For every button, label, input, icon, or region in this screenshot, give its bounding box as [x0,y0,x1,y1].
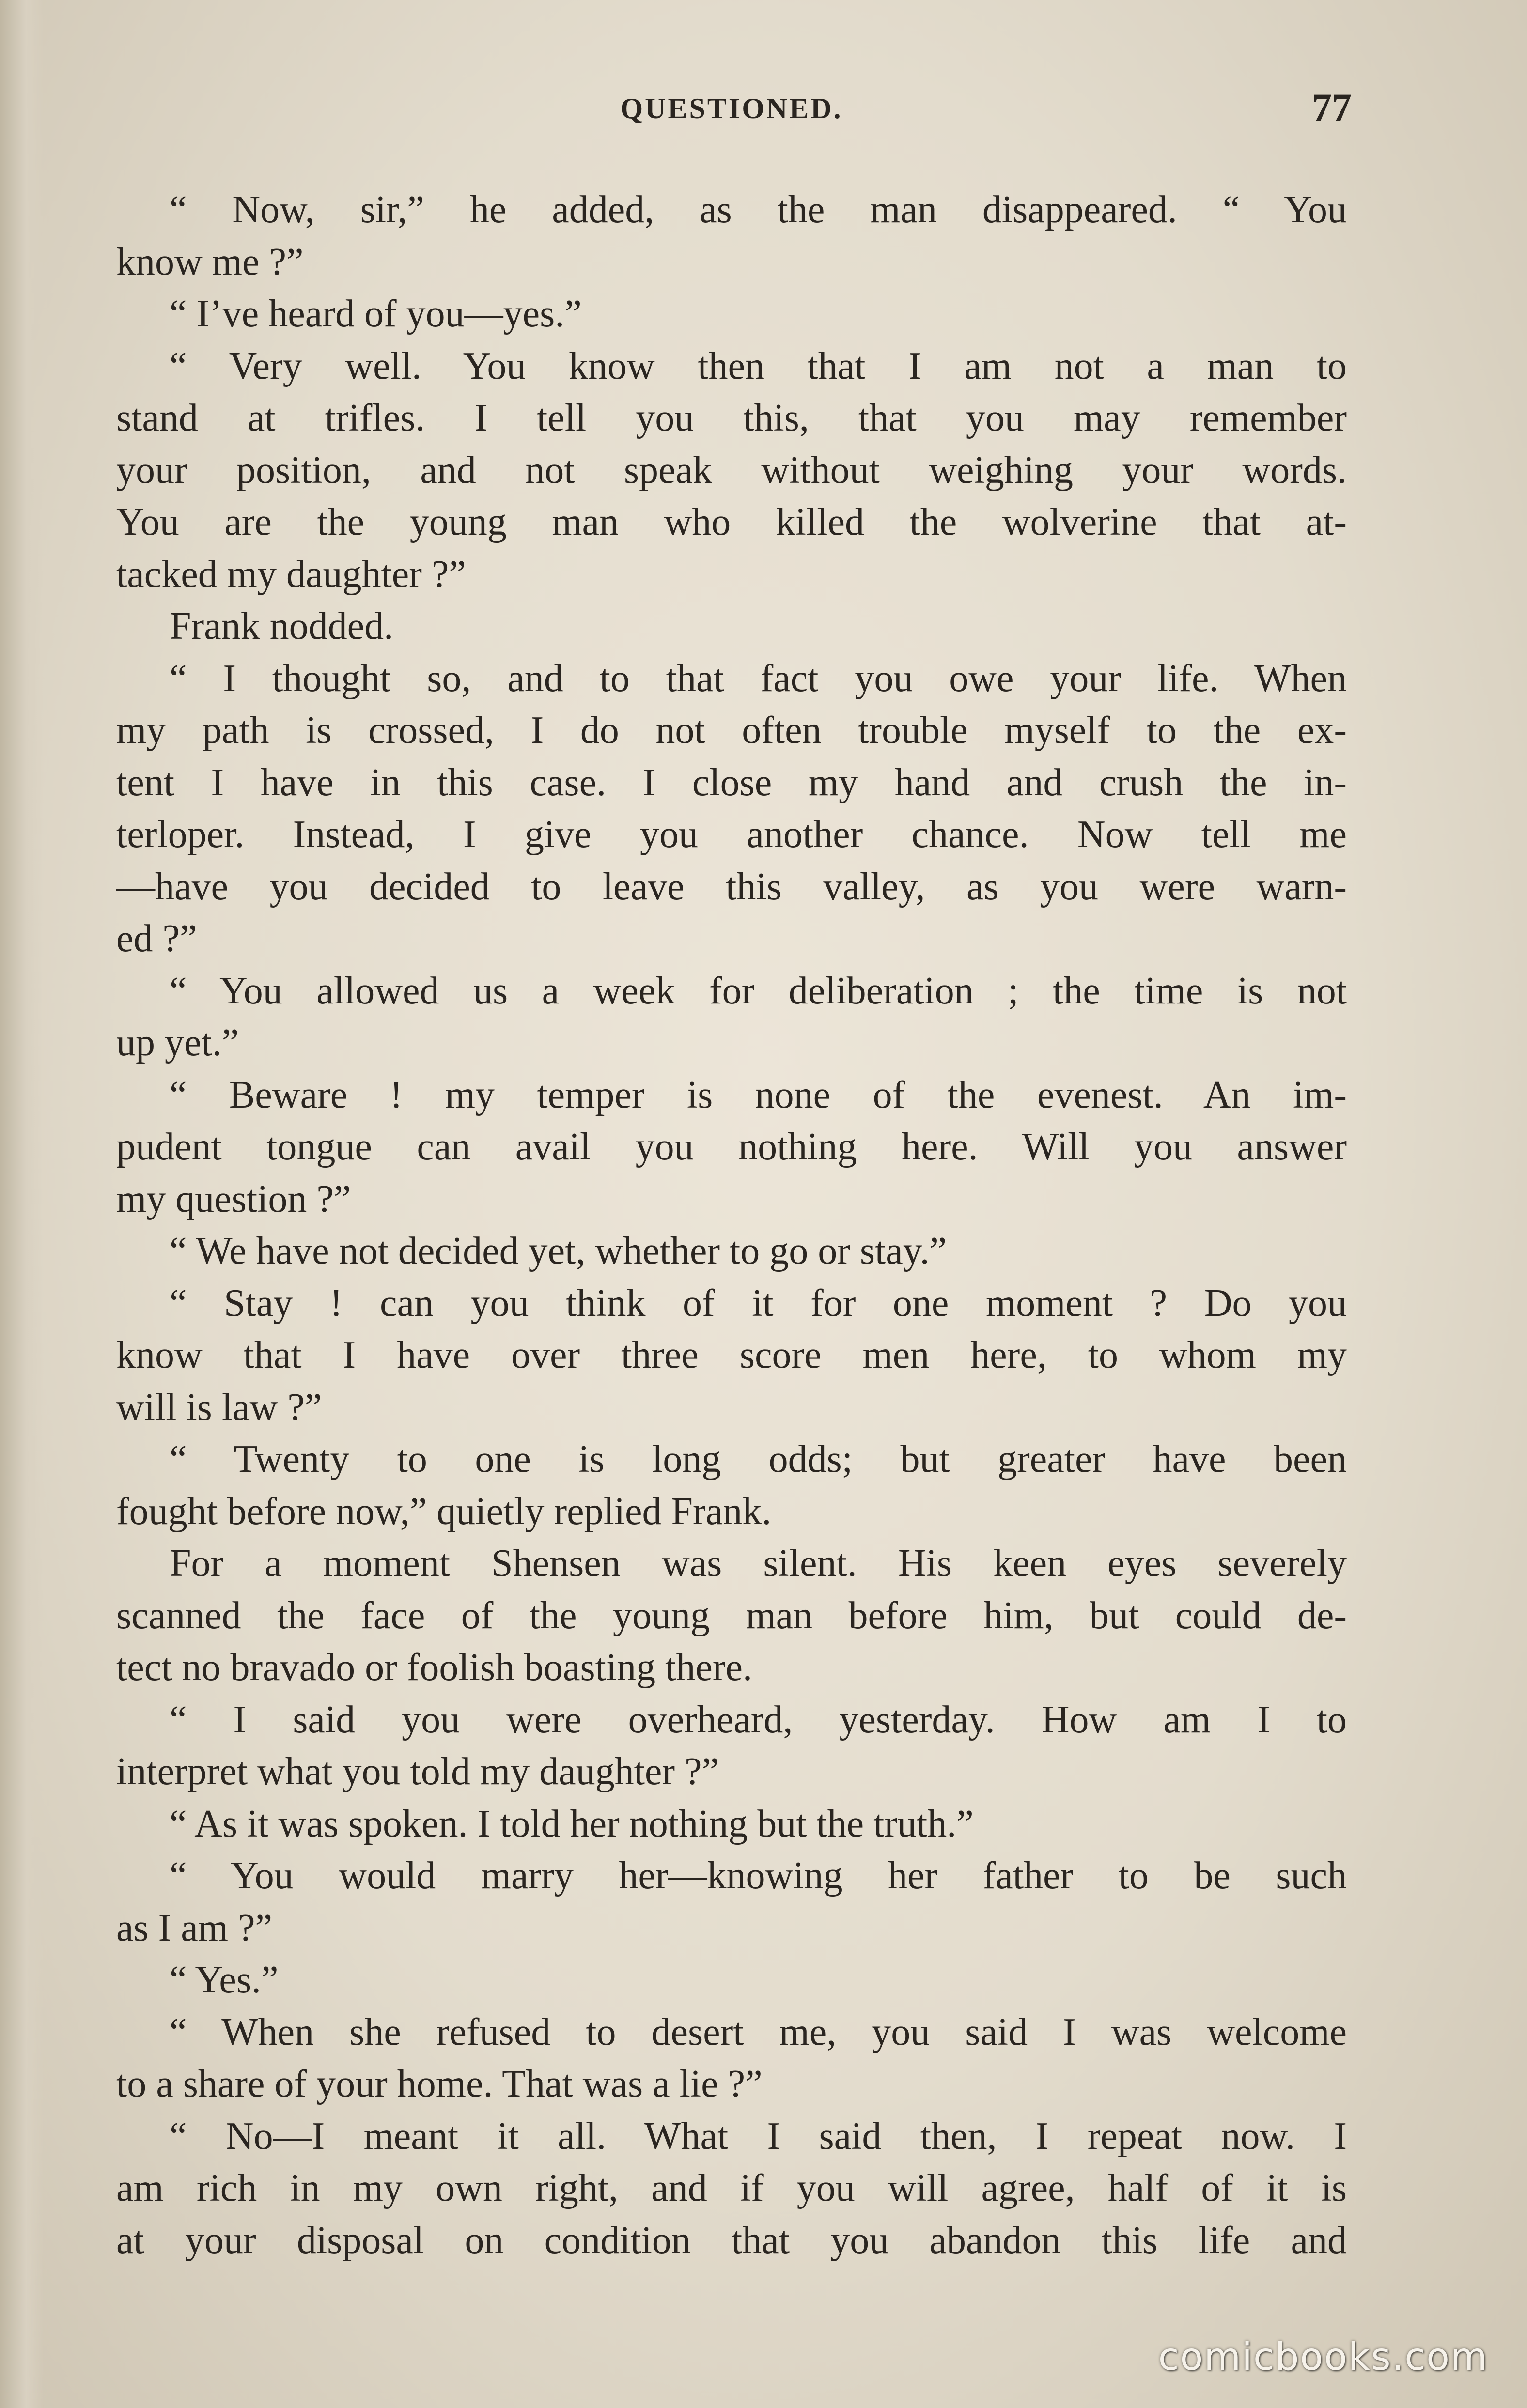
text-line: “ I said you were overheard, yesterday. How am I to [170,1698,1347,1741]
text-line: know me ?” [116,240,304,283]
text-line: scanned the face of the young man before him, but could de- [116,1594,1347,1637]
text-line: will is law ?” [116,1386,322,1429]
text-line: up yet.” [116,1021,239,1064]
page-header [111,85,1352,143]
text-line: my path is crossed, I do not often trouble myself to the ex- [116,709,1347,752]
running-head: QUESTIONED. [620,93,843,124]
text-line: interpret what you told my daughter ?” [116,1750,719,1793]
page-edge-shadow [0,0,44,2408]
text-line: fought before now,” quietly replied Frank. [116,1490,772,1533]
text-line: “ Twenty to one is long odds; but greater have been [170,1438,1347,1481]
text-line: “ I’ve heard of you—yes.” [170,293,582,335]
text-line: You are the young man who killed the wolverine that at- [116,501,1347,543]
text-line: Frank nodded. [170,605,394,648]
text-line: as I am ?” [116,1906,273,1949]
text-line: “ Yes.” [170,1959,279,2001]
text-line: pudent tongue can avail you nothing here. Will you answer [116,1126,1347,1168]
text-line: stand at trifles. I tell you this, that you may remember [116,397,1347,439]
text-line: “ As it was spoken. I told her nothing but the truth.” [170,1802,974,1845]
page-number: 77 [1312,85,1352,129]
text-line: tacked my daughter ?” [116,553,466,596]
text-line: “ Very well. You know then that I am not a man to [170,344,1347,387]
text-line: to a share of your home. That was a lie ?” [116,2063,763,2105]
text-line: For a moment Shensen was silent. His keen eyes severely [170,1542,1347,1585]
text-line: “ When she refused to desert me, you said I was welcome [170,2010,1347,2053]
text-line: “ Beware ! my temper is none of the evenest. An im- [170,1073,1347,1116]
watermark: comicbooks.com [1158,2335,1488,2379]
text-line: “ We have not decided yet, whether to go or stay.” [170,1230,947,1272]
text-line: tent I have in this case. I close my hand and crush the in- [116,761,1347,804]
text-line: “ Stay ! can you think of it for one moment ? Do you [170,1281,1347,1325]
text-line: am rich in my own right, and if you will agree, half of it is [116,2167,1347,2209]
text-line: ed ?” [116,917,197,960]
text-line: terloper. Instead, I give you another chance. Now tell me [116,813,1347,856]
text-line: “ You allowed us a week for deliberation ; the time is not [170,969,1347,1012]
body-text [116,184,1347,2267]
text-line: —have you decided to leave this valley, as you were warn- [116,865,1347,908]
text-line: my question ?” [116,1177,351,1220]
text-line: at your disposal on condition that you abandon this life and [116,2219,1347,2262]
text-line: your position, and not speak without weighing your words. [116,448,1347,492]
text-line: “ No—I meant it all. What I said then, I repeat now. I [170,2115,1347,2158]
text-line: know that I have over three score men here, to whom my [116,1334,1347,1376]
text-line: “ I thought so, and to that fact you owe your life. When [170,657,1347,700]
text-line: tect no bravado or foolish boasting there. [116,1646,752,1689]
text-line: “ You would marry her—knowing her father to be such [170,1854,1347,1897]
text-line: “ Now, sir,” he added, as the man disappeared. “ You [170,188,1347,231]
